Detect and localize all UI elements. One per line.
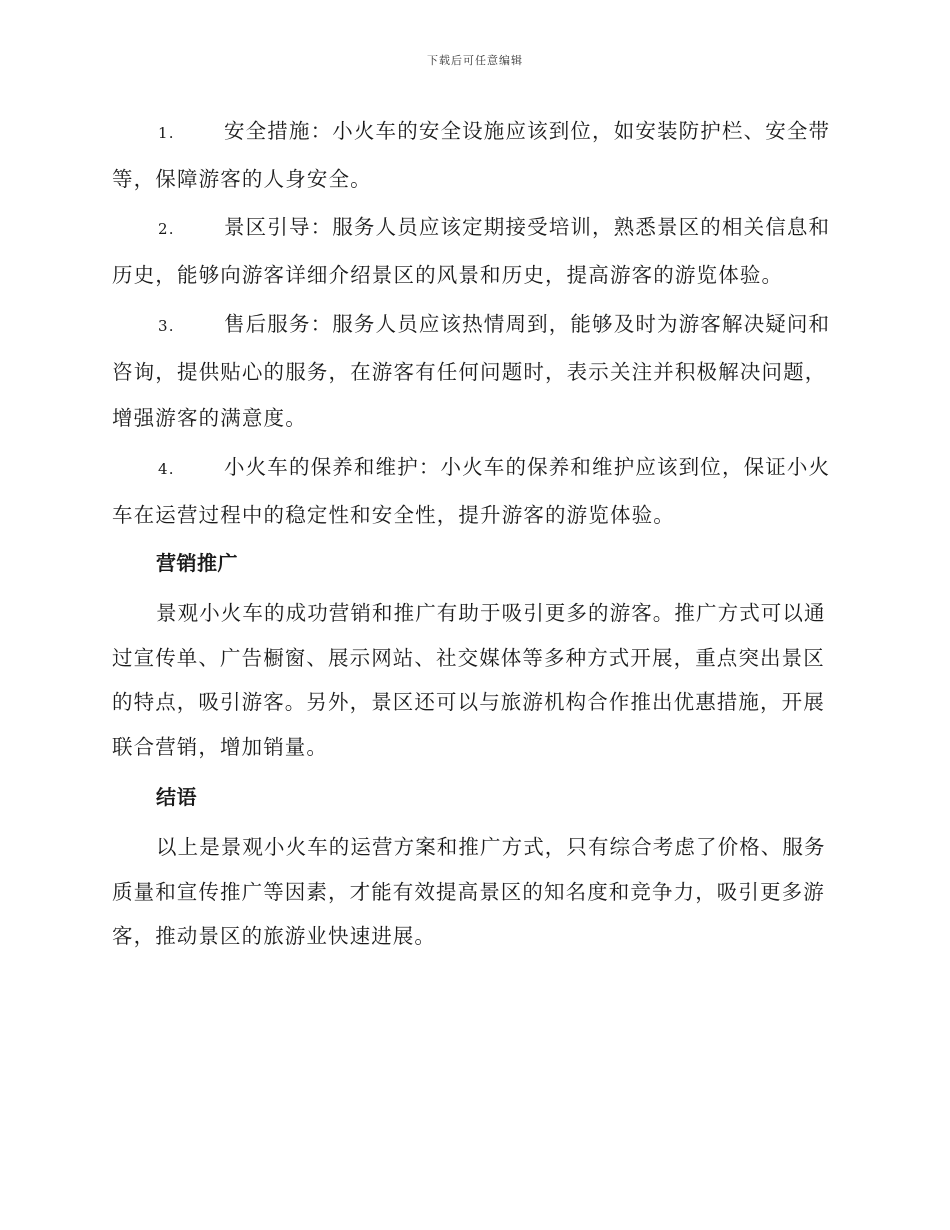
marketing-paragraph: 景观小火车的成功营销和推广有助于吸引更多的游客。推广方式可以通过宣传单、广告橱窗、展示网站、社交媒体等多种方式开展，重点突出景区的特点，吸引游客。另外，景区还可以与旅游机构合作推出优惠措施，开展联合营销，增加销量。 — [112, 601, 826, 759]
conclusion-paragraph: 以上是景观小火车的运营方案和推广方式，只有综合考虑了价格、服务质量和宣传推广等因素，才能有效提高景区的知名度和竞争力，吸引更多游客，推动景区的旅游业快速进展。 — [112, 835, 826, 948]
section-heading-marketing: 营销推广 — [156, 551, 238, 575]
list-item-number: 1. — [158, 124, 175, 142]
list-item-text: 小火车的保养和维护：小火车的保养和维护应该到位，保证小火车在运营过程中的稳定性和安全性，提升游客的游览体验。 — [112, 455, 831, 527]
page-header: 下载后可任意编辑 — [427, 54, 523, 67]
list-item-number: 2. — [158, 220, 175, 238]
list-item-number: 4. — [158, 460, 175, 478]
list-item-text: 景区引导：服务人员应该定期接受培训，熟悉景区的相关信息和历史，能够向游客详细介绍景区的风景和历史，提高游客的游览体验。 — [112, 215, 831, 287]
list-item-text: 安全措施：小火车的安全设施应该到位，如安装防护栏、安全带等，保障游客的人身安全。 — [112, 119, 831, 191]
list-item — [112, 301, 834, 441]
list-item — [112, 108, 834, 202]
list-item — [112, 444, 834, 538]
document-body — [112, 108, 834, 965]
list-item — [112, 204, 834, 298]
section-heading-conclusion: 结语 — [156, 785, 197, 809]
list-item-number: 3. — [158, 317, 175, 335]
list-item-text: 售后服务：服务人员应该热情周到，能够及时为游客解决疑问和咨询，提供贴心的服务，在游客有任何问题时，表示关注并积极解决问题，增强游客的满意度。 — [112, 312, 831, 430]
